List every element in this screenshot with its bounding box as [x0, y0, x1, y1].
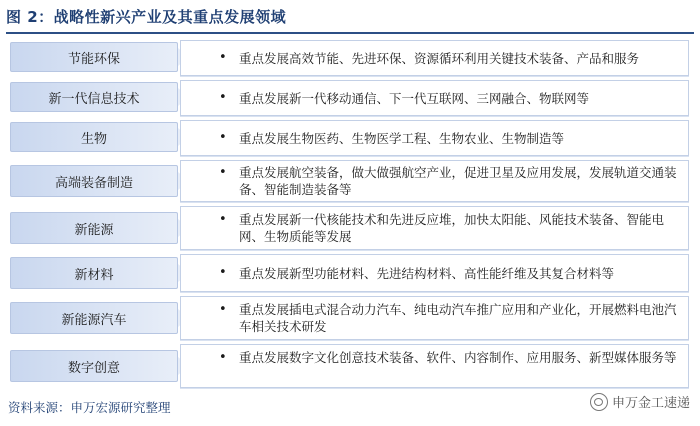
table-row [0, 160, 700, 204]
industry-label: 生物 [10, 122, 178, 152]
description-text: 重点发展生物医药、生物医学工程、生物农业、生物制造等 [239, 131, 565, 146]
description-text: 重点发展数字文化创意技术装备、软件、内容制作、应用服务、新型媒体服务等 [239, 350, 677, 365]
description-text: 重点发展插电式混合动力汽车、纯电动汽车推广应用和产业化，开展燃料电池汽车相关技术研发 [239, 302, 677, 334]
watermark-text: 申万金工速递 [611, 396, 690, 411]
bullet-icon: • [219, 130, 227, 145]
description-panel [180, 80, 689, 116]
bullet-icon: • [219, 265, 227, 280]
industry-label: 新材料 [10, 257, 178, 289]
table-row [0, 344, 700, 390]
industry-label: 新能源汽车 [10, 302, 178, 334]
industry-label: 高端装备制造 [10, 165, 178, 197]
description-panel [180, 344, 689, 388]
description-panel [180, 206, 689, 250]
description-panel [180, 254, 689, 292]
table-row [0, 120, 700, 158]
description-text: 重点发展新型功能材料、先进结构材料、高性能纤维及其复合材料等 [239, 266, 615, 281]
description-text: 重点发展航空装备，做大做强航空产业，促进卫星及应用发展，发展轨道交通装备、智能制造装备等 [239, 165, 677, 197]
industry-label: 数字创意 [10, 350, 178, 382]
table-row [0, 254, 700, 294]
table-row [0, 206, 700, 252]
industry-label: 节能环保 [10, 42, 178, 72]
bullet-icon: • [219, 165, 227, 180]
source-note: 资料来源：申万宏源研究整理 [8, 400, 171, 415]
table-row [0, 296, 700, 342]
table-row [0, 80, 700, 118]
watermark [590, 392, 690, 411]
bullet-icon: • [219, 90, 227, 105]
title-divider [6, 32, 694, 34]
industry-label: 新能源 [10, 212, 178, 244]
description-text: 重点发展新一代移动通信、下一代互联网、三网融合、物联网等 [239, 91, 590, 106]
description-panel [180, 296, 689, 340]
description-text: 重点发展高效节能、先进环保、资源循环利用关键技术装备、产品和服务 [239, 51, 640, 66]
bullet-icon: • [219, 302, 227, 317]
description-panel [180, 40, 689, 76]
description-panel [180, 160, 689, 202]
wechat-icon [590, 393, 608, 411]
description-panel [180, 120, 689, 156]
bullet-icon: • [219, 350, 227, 365]
table-row [0, 40, 700, 78]
bullet-icon: • [219, 212, 227, 227]
description-text: 重点发展新一代核能技术和先进反应堆，加快太阳能、风能技术装备、智能电网、生物质能等发展 [239, 212, 665, 244]
bullet-icon: • [219, 50, 227, 65]
figure-title: 图 2：战略性新兴产业及其重点发展领域 [6, 8, 287, 26]
industry-label: 新一代信息技术 [10, 82, 178, 112]
